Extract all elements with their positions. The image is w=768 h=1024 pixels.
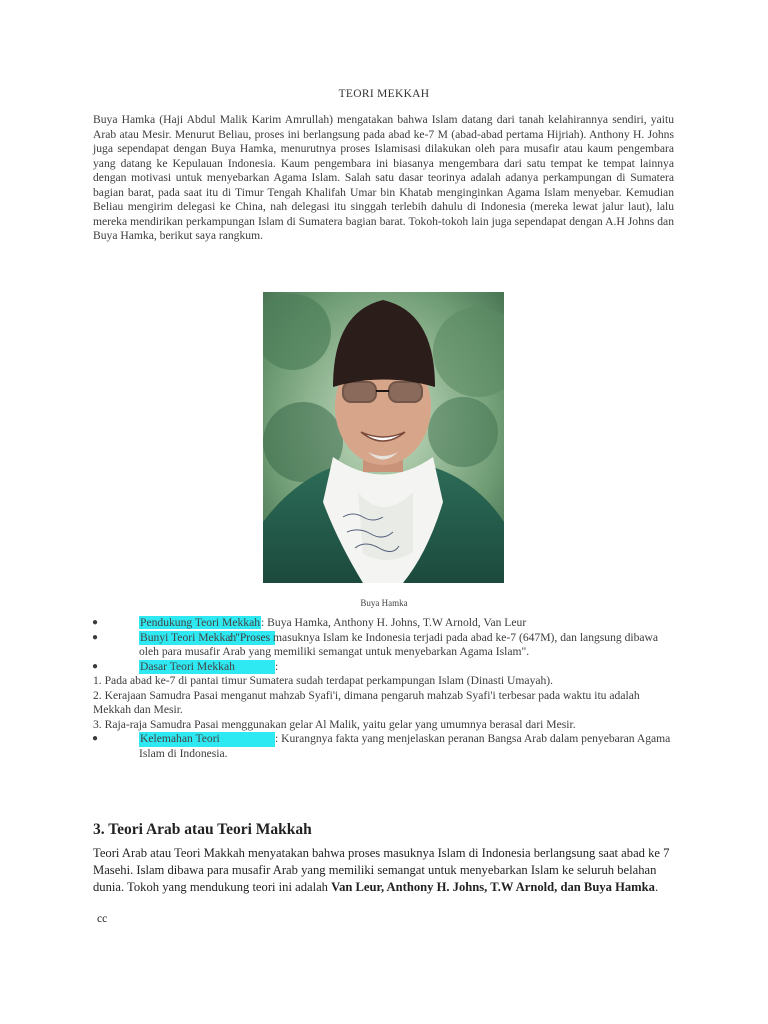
buya-hamka-photo (263, 292, 504, 583)
bullet-icon: ● (92, 660, 99, 672)
list-item-bunyi (93, 631, 674, 660)
dasar-point-3: 3. Raja-raja Samudra Pasai menggunakan gelar Al Malik, yaitu gelar yang umumnya berasal dari Mesir. (93, 717, 576, 731)
bullet-icon: ● (92, 631, 99, 643)
pendukung-label: Pendukung Teori Mekkah (140, 616, 261, 629)
document-title: TEORI MEKKAH (338, 88, 430, 100)
bullet-icon: ● (92, 617, 99, 628)
list-item-pendukung (93, 616, 674, 631)
dasar-point-2: 2. Kerajaan Samudra Pasai menganut mahzab Syafi'i, dimana pengaruh mahzab Syafi'i terbesar pada waktu itu adalah Mekkah dan Mesir. (93, 688, 640, 716)
kelemahan-text: : Kurangnya fakta yang menjelaskan peranan Bangsa Arab dalam penyebaran Agama Islam di Indonesia. (139, 732, 671, 760)
pendukung-text: : Buya Hamka, Anthony H. Johns, T.W Arnold, Van Leur (261, 616, 527, 629)
section-heading: 3. Teori Arab atau Teori Makkah (93, 821, 312, 838)
section-body-text: Teori Arab atau Teori Makkah menyatakan bahwa proses masuknya Islam di Indonesia berlangsung saat abad ke 7 Masehi. Islam dibawa para musafir Arab yang memiliki semangat untuk menyebarkan Islam ke seluruh belahan dunia. Tokoh yang mendukung teori ini adalah (93, 846, 670, 894)
footer-cc: cc (97, 913, 108, 925)
dasar-text: : (275, 659, 279, 673)
bunyi-label: Bunyi Teori Mekkah (139, 631, 275, 646)
dasar-label: Dasar Teori Mekkah (139, 660, 275, 675)
intro-paragraph: Buya Hamka (Haji Abdul Malik Karim Amrullah) mengatakan bahwa Islam datang dari tanah kelahirannya sendiri, yaitu Arab atau Mesir. Menurut Beliau, proses ini berlangsung pada abad ke-7 M (abad-abad pertama Hijriah). Anthony H. Johns juga sependapat dengan Buya Hamka, menurutnya proses Islamisasi dilakukan oleh para musafir atau kaum pengembara yang datang ke Kepulauan Indonesia. Kaum pengembara ini biasanya mengembara dari satu tempat ke tempat lainnya dengan motivasi untuk menyebarkan Agama Islam. Salah satu dasar teorinya adalah adanya perkampungan di Sumatera bagian barat, pada saat itu di Timur Tengah Khalifah Umar bin Khatab menginginkan Agama Islam menyebar. Kemudian Beliau mengirim delegasi ke China, nah delegasi itu singgah terlebih dahulu di Indonesia (mereka lewat jalur laut), lalu mereka mendirikan perkampungan Islam di Sumatera bagian barat. Tokoh-tokoh lain juga sependapat dengan A.H Johns dan Buya Hamka, berikut saya rangkum. (93, 113, 674, 242)
section-body-bold: Van Leur, Anthony H. Johns, T.W Arnold, dan Buya Hamka (331, 880, 655, 894)
teori-mekkah-list (93, 616, 674, 761)
photo-caption: Buya Hamka (360, 598, 408, 608)
list-item-dasar (93, 660, 674, 675)
bullet-icon: ● (92, 733, 99, 744)
bunyi-text: : "Proses masuknya Islam ke Indonesia terjadi pada abad ke-7 (647M), dan langsung dibawa oleh para musafir Arab yang memiliki semangat untuk menyebarkan Agama Islam". (139, 630, 659, 658)
section-body (93, 845, 673, 896)
section-body-end: . (654, 880, 659, 894)
list-item-kelemahan (93, 732, 674, 761)
dasar-point-1: 1. Pada abad ke-7 di pantai timur Sumatera sudah terdapat perkampungan Islam (Dinasti Umayah). (93, 674, 554, 687)
kelemahan-label: Kelemahan Teori (139, 732, 275, 747)
